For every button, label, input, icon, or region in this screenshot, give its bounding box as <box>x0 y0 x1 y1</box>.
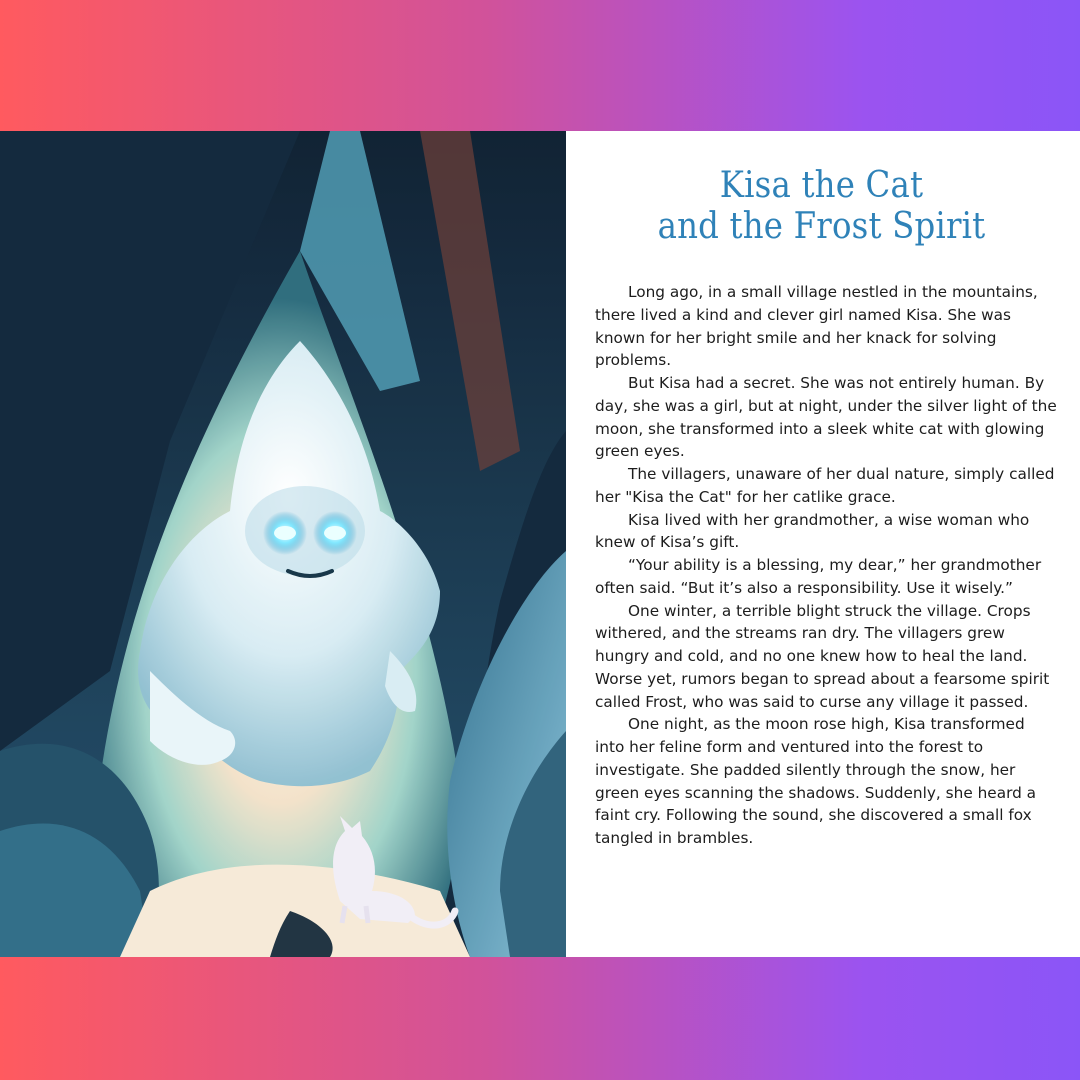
story-paragraph: One night, as the moon rose high, Kisa transformed into her feline form and ventured into the forest to investigate. She padded silently through the snow, her green eyes scanning the shadows. Suddenly, she heard a faint cry. Following the sound, she discovered a small fox tangled in brambles. <box>595 715 1037 847</box>
story-title-line-2: and the Frost Spirit <box>657 206 986 247</box>
illustration-page <box>0 131 566 957</box>
story-paragraph: Kisa lived with her grandmother, a wise woman who knew of Kisa’s gift. <box>595 510 1030 552</box>
story-title-line-1: Kisa the Cat <box>719 165 924 206</box>
story-paragraph: Long ago, in a small village nestled in the mountains, there lived a kind and clever girl named Kisa. She was known for her bright smile and her knack for solving problems. <box>595 283 1038 370</box>
story-paragraph: “Your ability is a blessing, my dear,” her grandmother often said. “But it’s also a responsibility. Use it wisely.” <box>595 556 1042 597</box>
frost-spirit-illustration <box>0 131 566 957</box>
story-paragraph: But Kisa had a secret. She was not entirely human. By day, she was a girl, but at night, under the silver light of the moon, she transformed into a sleek white cat with glowing green eyes. <box>595 374 1057 461</box>
book-spread <box>0 131 1080 957</box>
story-title <box>598 165 1045 247</box>
story-paragraph: One winter, a terrible blight struck the village. Crops withered, and the streams ran dry. The villagers grew hungry and cold, and no one knew how to heal the land. Worse yet, rumors began to spread about a fearsome spirit called Frost, who was said to curse any village it passed. <box>595 601 1050 711</box>
story-paragraph: The villagers, unaware of her dual nature, simply called her "Kisa the Cat" for her catlike grace. <box>595 465 1055 506</box>
story-body <box>595 281 1058 850</box>
story-page <box>566 131 1080 957</box>
